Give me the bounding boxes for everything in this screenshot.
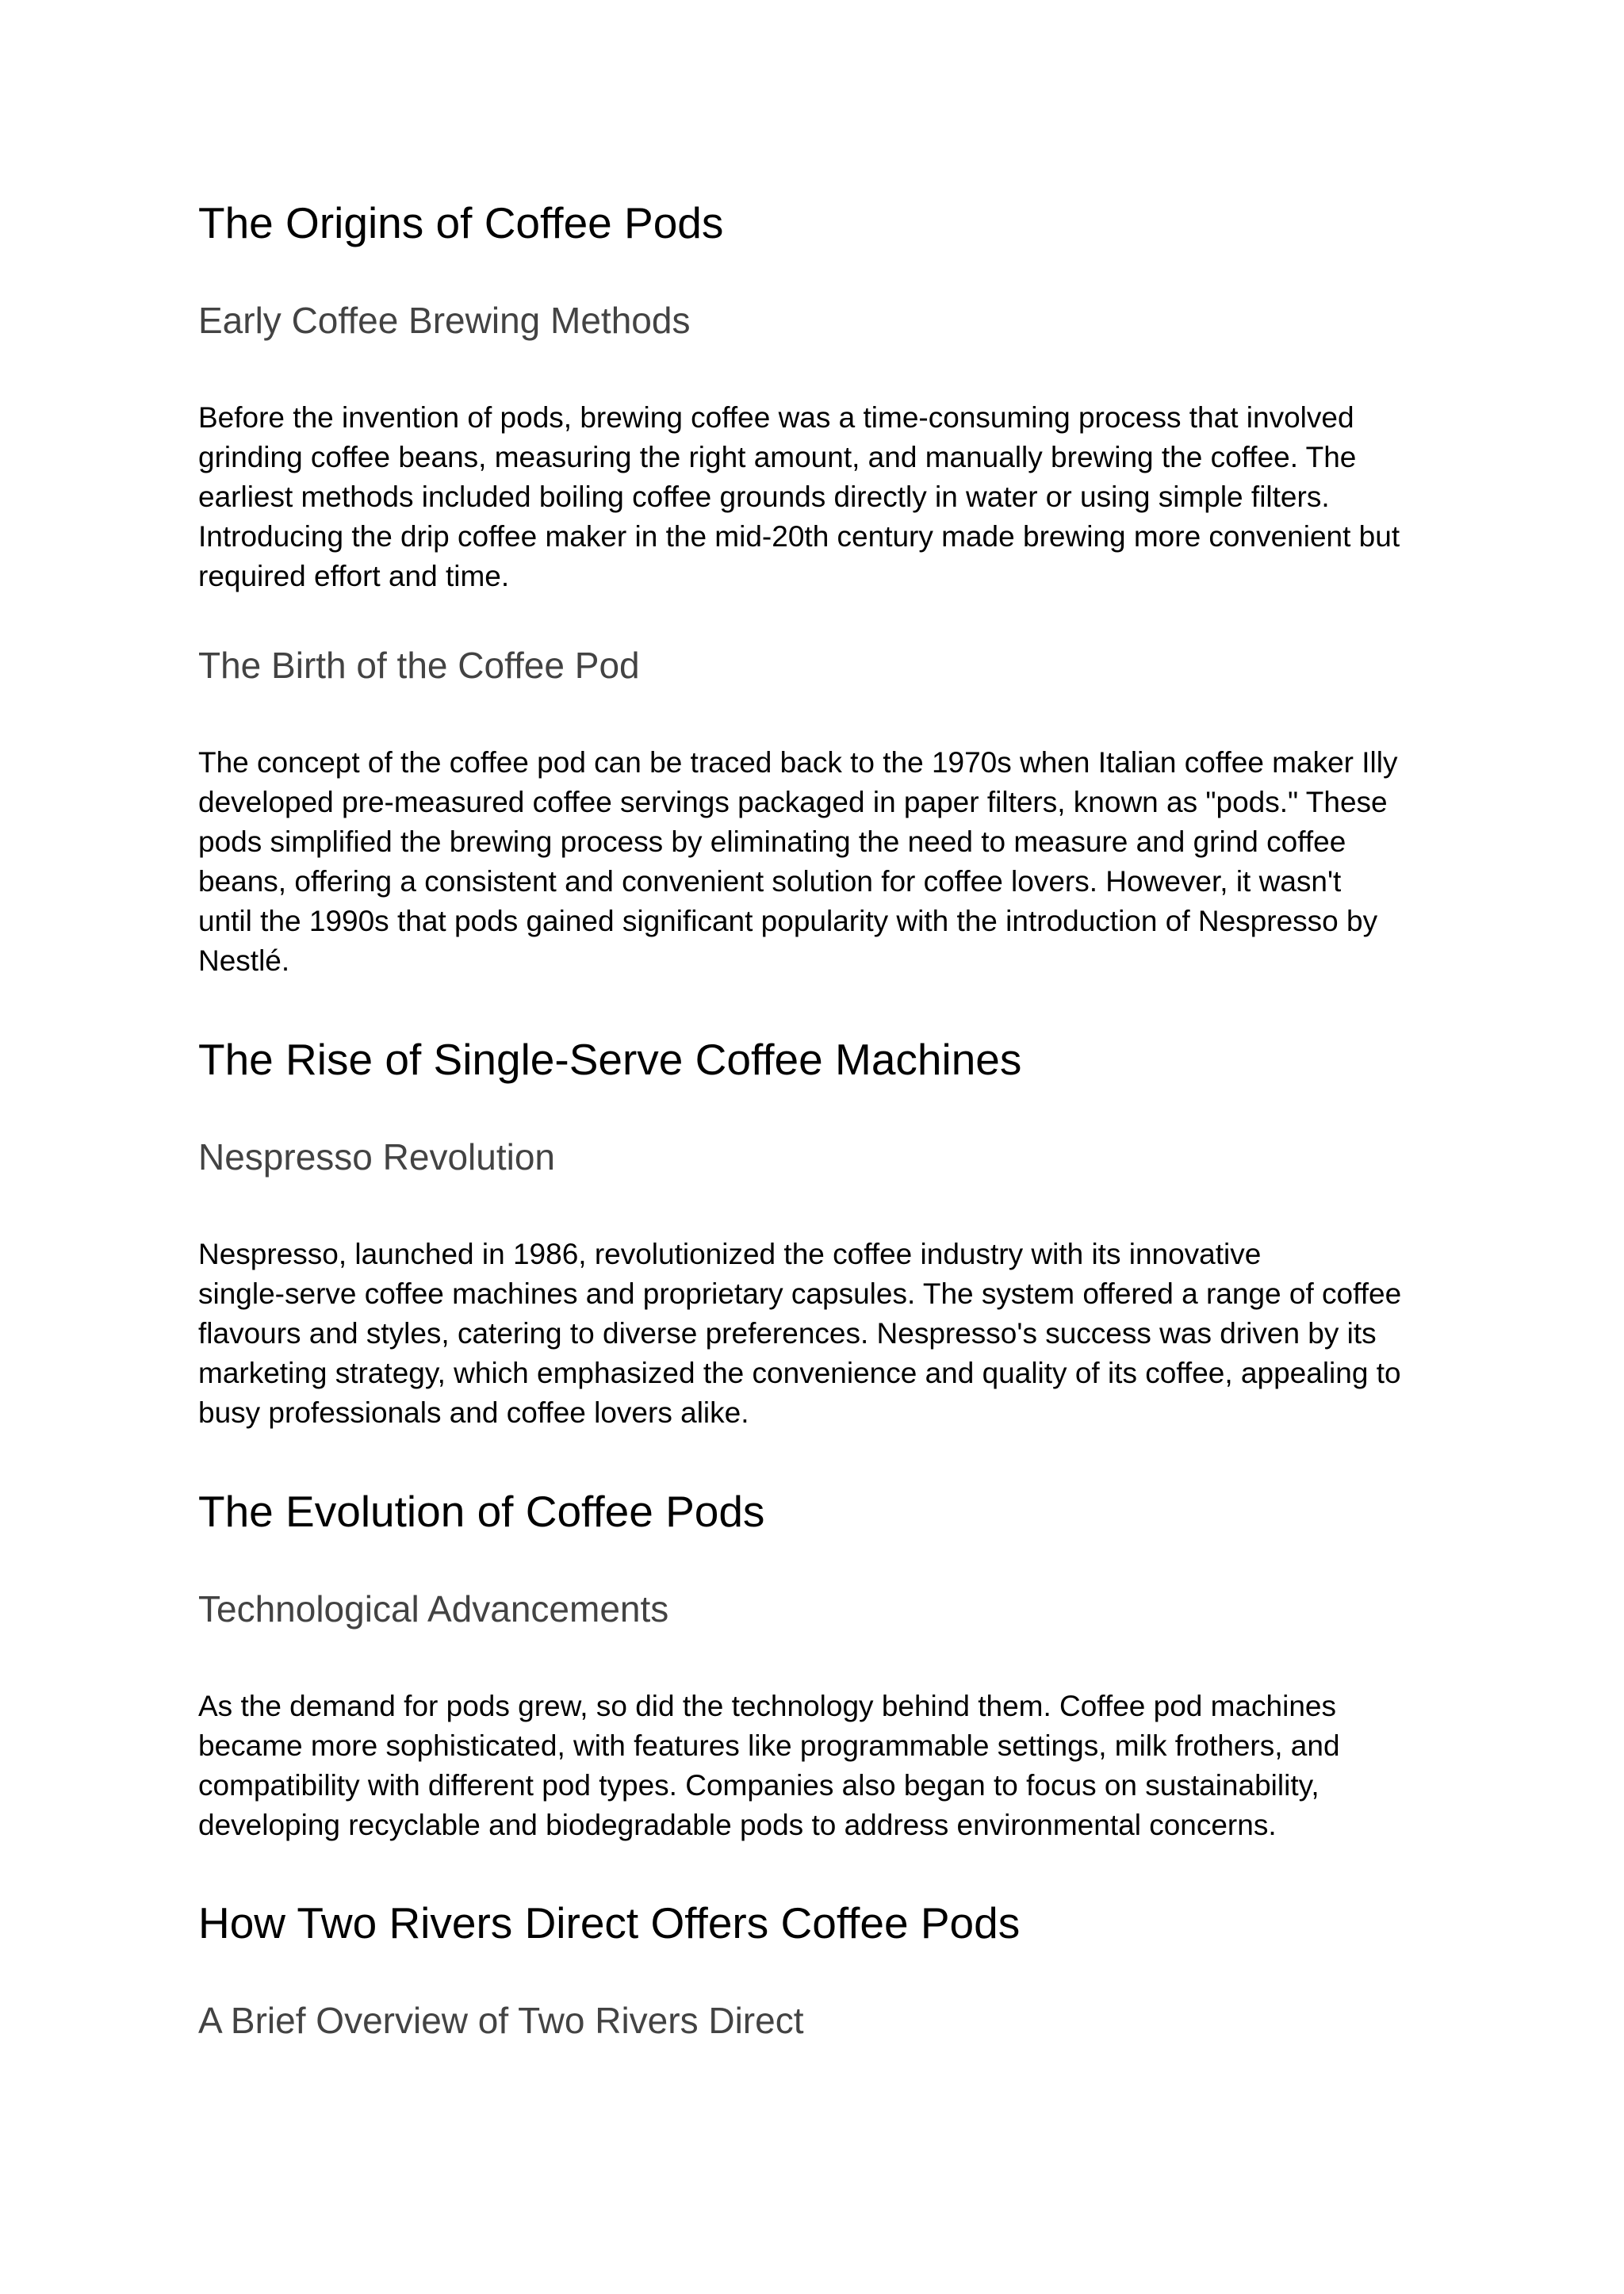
paragraph-line: required effort and time. [198,560,510,592]
paragraph-line: As the demand for pods grew, so did the technology behind them. Coffee pod machines [198,1690,1337,1722]
paragraph-line: The concept of the coffee pod can be traced back to the 1970s when Italian coffee maker Illy [198,746,1398,779]
paragraph-line: developed pre-measured coffee servings packaged in paper filters, known as "pods." These [198,786,1388,818]
paragraph-line: pods simplified the brewing process by eliminating the need to measure and grind coffee [198,825,1346,858]
paragraph-line: earliest methods included boiling coffee grounds directly in water or using simple filters. [198,481,1330,513]
subheading-early-methods: Early Coffee Brewing Methods [198,300,691,341]
paragraph-birth-of-pod [198,743,1451,981]
heading-rise: The Rise of Single-Serve Coffee Machines [198,1035,1022,1084]
paragraph-early-methods [198,398,1451,596]
heading-two-rivers: How Two Rivers Direct Offers Coffee Pods [198,1898,1021,1947]
paragraph-line: compatibility with different pod types. Companies also began to focus on sustainability, [198,1769,1320,1802]
paragraph-line: became more sophisticated, with features like programmable settings, milk frothers, and [198,1729,1340,1762]
paragraph-line: Nestlé. [198,944,290,977]
heading-origins: The Origins of Coffee Pods [198,198,724,247]
paragraph-line: developing recyclable and biodegradable pods to address environmental concerns. [198,1809,1277,1841]
paragraph-line: Nespresso, launched in 1986, revolutionized the coffee industry with its innovative [198,1238,1262,1270]
paragraph-line: until the 1990s that pods gained significant popularity with the introduction of Nespresso by [198,905,1378,937]
paragraph-nespresso [198,1235,1451,1433]
paragraph-line: flavours and styles, catering to diverse preferences. Nespresso's success was driven by its [198,1317,1377,1350]
heading-evolution: The Evolution of Coffee Pods [198,1487,765,1536]
paragraph-line: busy professionals and coffee lovers alike. [198,1396,749,1429]
paragraph-line: marketing strategy, which emphasized the convenience and quality of its coffee, appealing to [198,1357,1401,1389]
subheading-two-rivers-overview: A Brief Overview of Two Rivers Direct [198,2000,804,2041]
paragraph-line: grinding coffee beans, measuring the right amount, and manually brewing the coffee. The [198,441,1357,473]
paragraph-line: Introducing the drip coffee maker in the mid-20th century made brewing more convenient but [198,520,1400,553]
paragraph-line: single-serve coffee machines and proprietary capsules. The system offered a range of coffee [198,1277,1402,1310]
paragraph-line: Before the invention of pods, brewing coffee was a time-consuming process that involved [198,401,1354,434]
paragraph-line: beans, offering a consistent and convenient solution for coffee lovers. However, it wasn't [198,865,1342,898]
subheading-nespresso: Nespresso Revolution [198,1136,556,1178]
subheading-tech: Technological Advancements [198,1588,669,1630]
paragraph-tech [198,1687,1451,1845]
subheading-birth-of-pod: The Birth of the Coffee Pod [198,645,640,686]
